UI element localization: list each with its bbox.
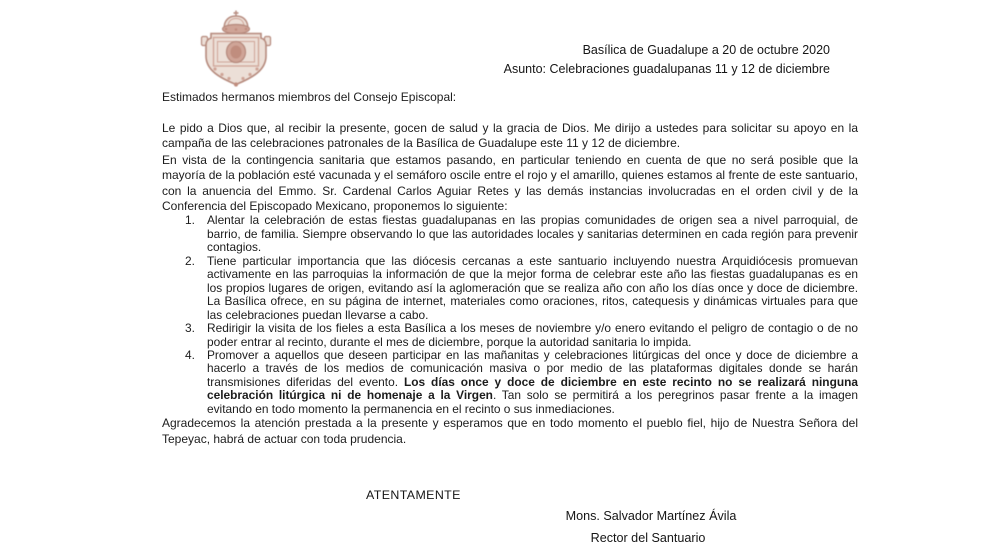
list-item-text-after: . Tan solo se permitirá a los peregrinos pasar frente a la imagen evitando en todo momento la permanencia en el recinto o sus inmediaciones. [207, 388, 858, 416]
letter-body [162, 90, 858, 447]
list-item-text [207, 349, 858, 416]
paragraph-greeting: Le pido a Dios que, al recibir la presente, gocen de salud y la gracia de Dios. Me dirijo a ustedes para solicitar su apoyo en la campaña de las celebraciones patronales de la Basílica de Guadalupe este 11 y 12 de diciembre. [162, 121, 858, 151]
list-item-number: 4. [185, 347, 195, 362]
signature-name: Mons. Salvador Martínez Ávila [565, 509, 737, 523]
list-item [162, 214, 858, 254]
list-item [162, 322, 858, 349]
closing-paragraph: Agradecemos la atención prestada a la presente y esperamos que en todo momento el pueblo fiel, hijo de Nuestra Señora del Tepeyac, habrá de actuar con toda prudencia. [162, 416, 858, 446]
list-item-number: 2. [185, 253, 195, 268]
bold-statement: Los días once y doce de diciembre en este recinto no se realizará ninguna celebración litúrgica ni de homenaje a la Virgen [207, 374, 858, 403]
date-block [504, 41, 830, 78]
list-item-text: Alentar la celebración de estas fiestas guadalupanas en las propias comunidades de origen sea a nivel parroquial, de barrio, de familia. Siempre observando lo que las autoridades locales y sanitarias determinen en cada región para prevenir contagios. [207, 213, 858, 255]
list-item-text: Redirigir la visita de los fieles a esta Basílica a los meses de noviembre y/o enero evitando el peligro de contagio o de no poder entrar al recinto, durante el mes de diciembre, porque la autoridad sanitaria lo impida. [207, 321, 858, 349]
subject-line: Asunto: Celebraciones guadalupanas 11 y 12 de diciembre [503, 61, 830, 76]
list-item-number: 3. [185, 321, 195, 336]
farewell: ATENTAMENTE [366, 488, 461, 502]
date-line: Basílica de Guadalupe a 20 de octubre 2020 [582, 43, 830, 57]
list-item-text-before: Promover a aquellos que deseen participar en las mañanitas y celebraciones litúrgicas del once y doce de diciembre a hacerlo a través de los medios de comunicación masiva o por medio de las plataformas digitales donde se harán transmisiones diferidas del evento. [207, 347, 858, 389]
list-item-text: Tiene particular importancia que las diócesis cercanas a este santuario incluyendo nuestra Arquidiócesis promuevan activamente en las parroquias la información de que la mejor forma de celebrar este año las fiestas guadalupanas es en los propios lugares de origen, evitando así la aglomeración que se realiza año con año los días once y doce de diciembre. La Basílica ofrece, en su página de internet, materiales como oraciones, ritos, catequesis y dinámicas virtuales para que las celebraciones puedan llevarse a cabo. [207, 253, 858, 322]
list-item-number: 1. [185, 213, 195, 228]
paragraph-context: En vista de la contingencia sanitaria que estamos pasando, en particular teniendo en cuenta de que no será posible que la mayoría de la población esté vacunada y el semáforo oscile entre el rojo y el amarillo, quienes estamos al frente de este santuario, con la anuencia del Emmo. Sr. Cardenal Carlos Aguiar Retes y las demás instancias involucradas en el orden civil y de la Conferencia del Episcopado Mexicano, proponemos lo siguiente: [162, 152, 858, 214]
signature-title: Rector del Santuario [590, 531, 706, 545]
salutation: Estimados hermanos miembros del Consejo Episcopal: [162, 90, 457, 104]
basilica-coat-of-arms-icon [199, 10, 273, 88]
list-item [162, 349, 858, 416]
list-item [162, 255, 858, 322]
proposals-list [162, 214, 858, 416]
